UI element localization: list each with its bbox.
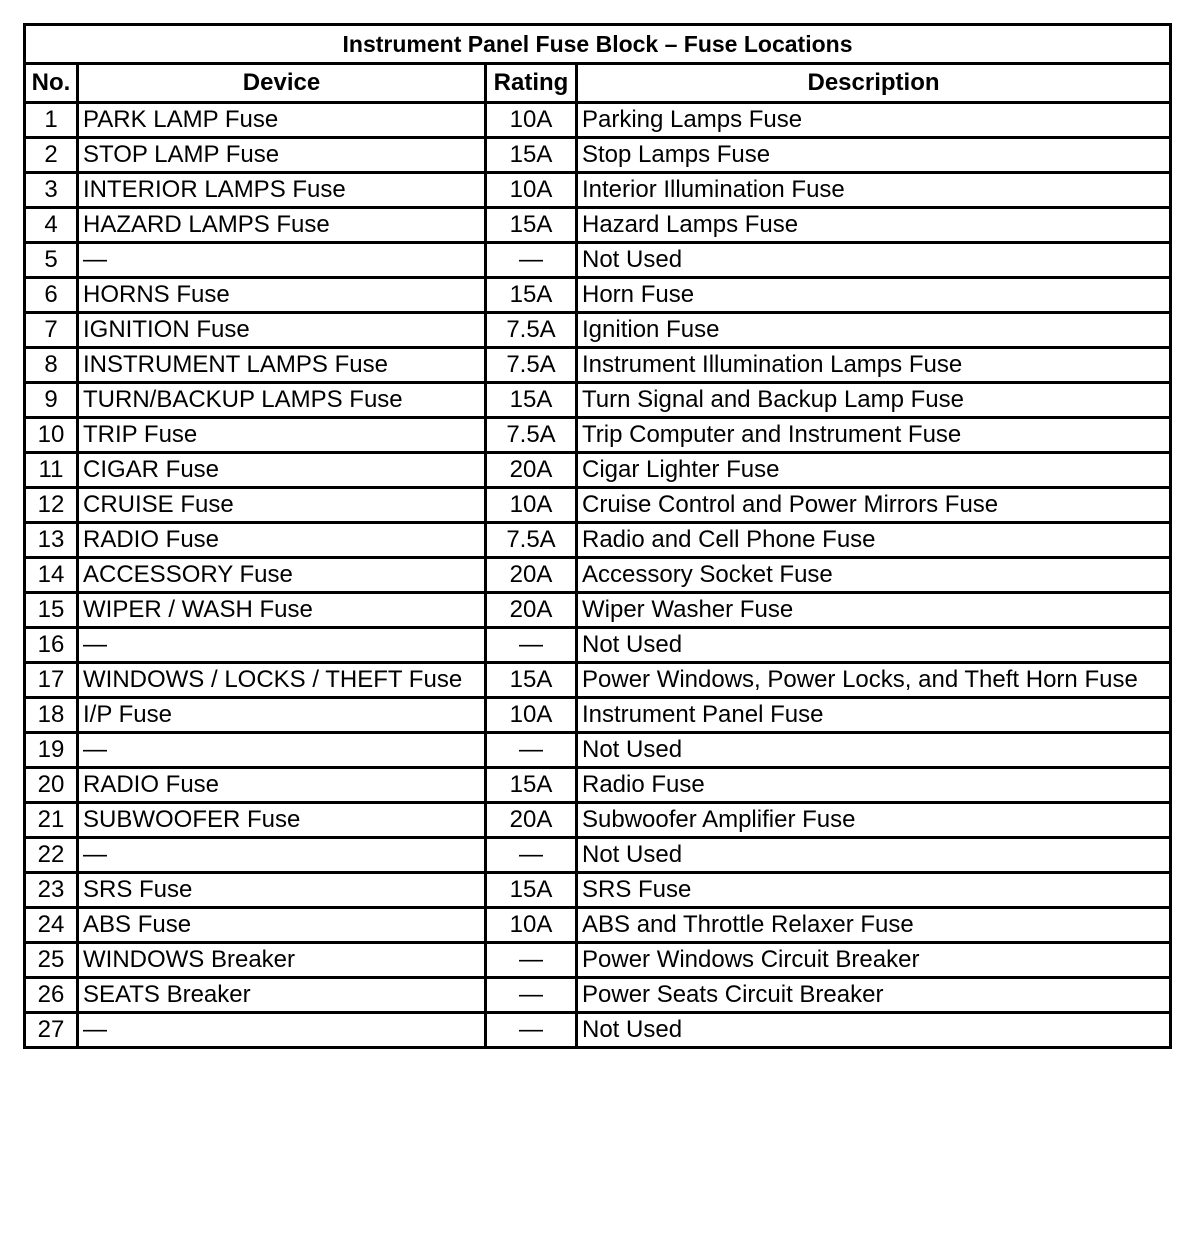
cell-description: Not Used xyxy=(577,243,1171,278)
cell-rating: 10A xyxy=(486,698,577,733)
cell-no: 5 xyxy=(25,243,78,278)
cell-no: 21 xyxy=(25,803,78,838)
cell-device: — xyxy=(78,838,486,873)
table-row xyxy=(25,908,1171,943)
cell-device: — xyxy=(78,243,486,278)
cell-no: 7 xyxy=(25,313,78,348)
cell-no: 9 xyxy=(25,383,78,418)
cell-rating: 15A xyxy=(486,208,577,243)
table-row xyxy=(25,768,1171,803)
cell-description: Hazard Lamps Fuse xyxy=(577,208,1171,243)
cell-description: Not Used xyxy=(577,838,1171,873)
cell-rating: 20A xyxy=(486,803,577,838)
header-description: Description xyxy=(577,64,1171,103)
cell-rating: 15A xyxy=(486,663,577,698)
table-row xyxy=(25,873,1171,908)
cell-rating: 7.5A xyxy=(486,313,577,348)
cell-rating: — xyxy=(486,943,577,978)
cell-no: 23 xyxy=(25,873,78,908)
cell-no: 14 xyxy=(25,558,78,593)
table-row xyxy=(25,698,1171,733)
cell-description: Power Windows Circuit Breaker xyxy=(577,943,1171,978)
cell-device: TURN/BACKUP LAMPS Fuse xyxy=(78,383,486,418)
table-row xyxy=(25,243,1171,278)
cell-device: HORNS Fuse xyxy=(78,278,486,313)
table-title-row xyxy=(25,25,1171,64)
cell-description: SRS Fuse xyxy=(577,873,1171,908)
cell-no: 3 xyxy=(25,173,78,208)
table-row xyxy=(25,558,1171,593)
cell-rating: 20A xyxy=(486,453,577,488)
cell-device: — xyxy=(78,628,486,663)
cell-no: 19 xyxy=(25,733,78,768)
header-device: Device xyxy=(78,64,486,103)
cell-device: WINDOWS / LOCKS / THEFT Fuse xyxy=(78,663,486,698)
table-body xyxy=(25,103,1171,1048)
cell-no: 24 xyxy=(25,908,78,943)
cell-no: 2 xyxy=(25,138,78,173)
cell-device: SRS Fuse xyxy=(78,873,486,908)
cell-description: Power Windows, Power Locks, and Theft Horn Fuse xyxy=(577,663,1171,698)
cell-no: 8 xyxy=(25,348,78,383)
table-header-row xyxy=(25,64,1171,103)
table-row xyxy=(25,803,1171,838)
cell-rating: 15A xyxy=(486,138,577,173)
header-rating: Rating xyxy=(486,64,577,103)
cell-device: ABS Fuse xyxy=(78,908,486,943)
cell-device: CIGAR Fuse xyxy=(78,453,486,488)
cell-no: 1 xyxy=(25,103,78,138)
cell-rating: 15A xyxy=(486,873,577,908)
table-row xyxy=(25,348,1171,383)
cell-device: — xyxy=(78,1013,486,1048)
table-row xyxy=(25,628,1171,663)
cell-no: 16 xyxy=(25,628,78,663)
cell-device: ACCESSORY Fuse xyxy=(78,558,486,593)
cell-no: 11 xyxy=(25,453,78,488)
table-row xyxy=(25,943,1171,978)
cell-description: Horn Fuse xyxy=(577,278,1171,313)
cell-rating: — xyxy=(486,243,577,278)
table-row xyxy=(25,523,1171,558)
table-row xyxy=(25,488,1171,523)
cell-description: Stop Lamps Fuse xyxy=(577,138,1171,173)
table-row xyxy=(25,663,1171,698)
cell-no: 4 xyxy=(25,208,78,243)
cell-no: 22 xyxy=(25,838,78,873)
cell-no: 17 xyxy=(25,663,78,698)
table-row xyxy=(25,173,1171,208)
cell-rating: 7.5A xyxy=(486,348,577,383)
cell-rating: 10A xyxy=(486,488,577,523)
cell-description: Not Used xyxy=(577,733,1171,768)
table-row xyxy=(25,978,1171,1013)
cell-no: 18 xyxy=(25,698,78,733)
cell-device: HAZARD LAMPS Fuse xyxy=(78,208,486,243)
cell-rating: 15A xyxy=(486,768,577,803)
table-row xyxy=(25,208,1171,243)
cell-rating: — xyxy=(486,1013,577,1048)
cell-description: Trip Computer and Instrument Fuse xyxy=(577,418,1171,453)
cell-device: PARK LAMP Fuse xyxy=(78,103,486,138)
cell-rating: — xyxy=(486,838,577,873)
cell-description: Not Used xyxy=(577,1013,1171,1048)
cell-rating: 7.5A xyxy=(486,523,577,558)
cell-no: 6 xyxy=(25,278,78,313)
cell-rating: 20A xyxy=(486,558,577,593)
cell-device: CRUISE Fuse xyxy=(78,488,486,523)
cell-device: SUBWOOFER Fuse xyxy=(78,803,486,838)
table-row xyxy=(25,1013,1171,1048)
cell-description: Instrument Illumination Lamps Fuse xyxy=(577,348,1171,383)
cell-description: Radio and Cell Phone Fuse xyxy=(577,523,1171,558)
cell-no: 25 xyxy=(25,943,78,978)
table-row xyxy=(25,733,1171,768)
cell-no: 20 xyxy=(25,768,78,803)
cell-description: Cigar Lighter Fuse xyxy=(577,453,1171,488)
cell-device: RADIO Fuse xyxy=(78,523,486,558)
table-row xyxy=(25,593,1171,628)
table-row xyxy=(25,313,1171,348)
cell-rating: — xyxy=(486,628,577,663)
cell-no: 13 xyxy=(25,523,78,558)
cell-no: 26 xyxy=(25,978,78,1013)
cell-no: 10 xyxy=(25,418,78,453)
cell-description: Interior Illumination Fuse xyxy=(577,173,1171,208)
cell-description: Subwoofer Amplifier Fuse xyxy=(577,803,1171,838)
cell-device: WIPER / WASH Fuse xyxy=(78,593,486,628)
cell-description: Power Seats Circuit Breaker xyxy=(577,978,1171,1013)
cell-device: WINDOWS Breaker xyxy=(78,943,486,978)
fuse-locations-table xyxy=(23,23,1172,1049)
table-row xyxy=(25,383,1171,418)
cell-rating: 10A xyxy=(486,103,577,138)
cell-device: IGNITION Fuse xyxy=(78,313,486,348)
table-row xyxy=(25,138,1171,173)
header-no: No. xyxy=(25,64,78,103)
cell-rating: 10A xyxy=(486,908,577,943)
cell-description: Turn Signal and Backup Lamp Fuse xyxy=(577,383,1171,418)
cell-rating: 7.5A xyxy=(486,418,577,453)
cell-description: Cruise Control and Power Mirrors Fuse xyxy=(577,488,1171,523)
cell-rating: — xyxy=(486,978,577,1013)
cell-description: Accessory Socket Fuse xyxy=(577,558,1171,593)
cell-rating: 20A xyxy=(486,593,577,628)
cell-description: Ignition Fuse xyxy=(577,313,1171,348)
cell-rating: 15A xyxy=(486,278,577,313)
cell-device: INSTRUMENT LAMPS Fuse xyxy=(78,348,486,383)
cell-no: 15 xyxy=(25,593,78,628)
cell-description: Wiper Washer Fuse xyxy=(577,593,1171,628)
cell-description: Radio Fuse xyxy=(577,768,1171,803)
cell-no: 27 xyxy=(25,1013,78,1048)
table-row xyxy=(25,103,1171,138)
cell-device: RADIO Fuse xyxy=(78,768,486,803)
cell-rating: 10A xyxy=(486,173,577,208)
cell-description: Instrument Panel Fuse xyxy=(577,698,1171,733)
cell-description: Parking Lamps Fuse xyxy=(577,103,1171,138)
cell-description: Not Used xyxy=(577,628,1171,663)
cell-device: — xyxy=(78,733,486,768)
table-row xyxy=(25,418,1171,453)
cell-device: INTERIOR LAMPS Fuse xyxy=(78,173,486,208)
cell-rating: 15A xyxy=(486,383,577,418)
table-row xyxy=(25,278,1171,313)
cell-rating: — xyxy=(486,733,577,768)
table-row xyxy=(25,838,1171,873)
table-title: Instrument Panel Fuse Block – Fuse Locations xyxy=(25,25,1171,64)
cell-description: ABS and Throttle Relaxer Fuse xyxy=(577,908,1171,943)
cell-device: TRIP Fuse xyxy=(78,418,486,453)
cell-device: SEATS Breaker xyxy=(78,978,486,1013)
cell-no: 12 xyxy=(25,488,78,523)
cell-device: STOP LAMP Fuse xyxy=(78,138,486,173)
table-row xyxy=(25,453,1171,488)
cell-device: I/P Fuse xyxy=(78,698,486,733)
